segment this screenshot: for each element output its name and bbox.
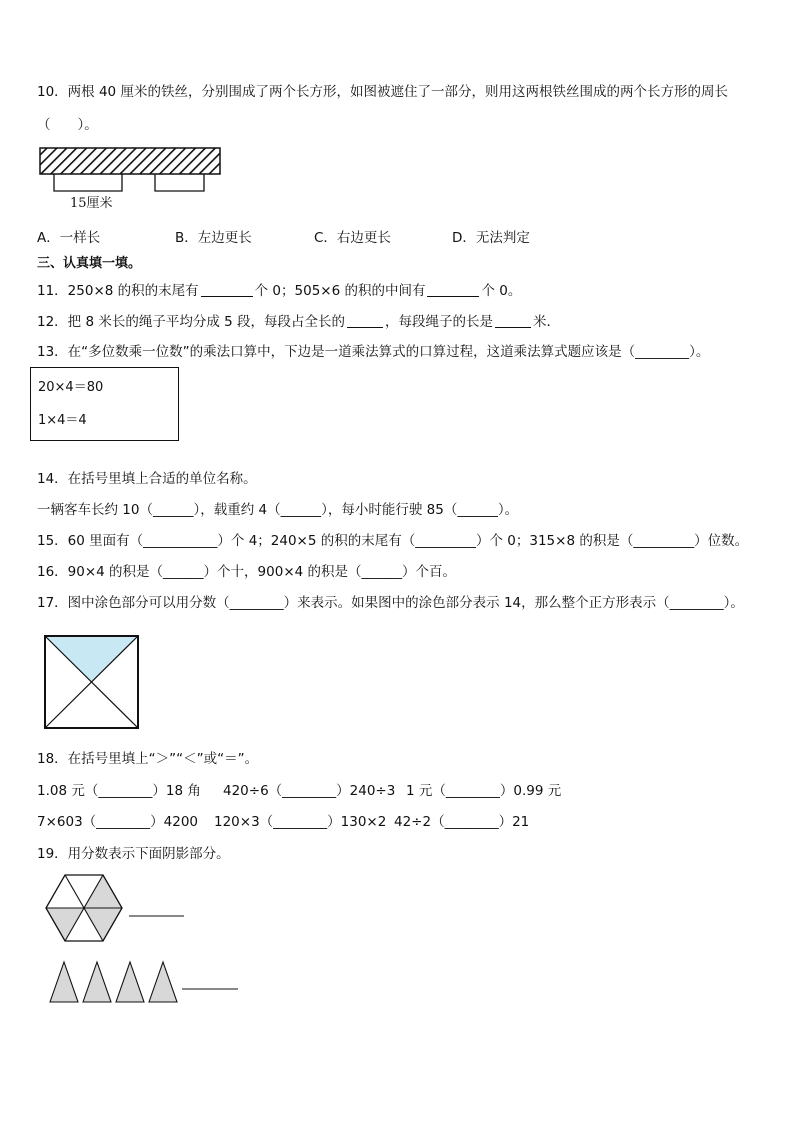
q18-r1-item-1: 1.08 元（________）18 角 (37, 783, 201, 799)
q12-blank-2[interactable] (495, 313, 531, 328)
q16-text: 16．90×4 的积是（______）个十，900×4 的积是（______）个百。 (37, 564, 457, 580)
q14-title: 14．在括号里填上合适的单位名称。 (37, 471, 257, 487)
q11-blank-1[interactable] (201, 282, 253, 297)
q12-part1: 12．把 8 米长的绳子平均分成 5 段，每段占全长的 (37, 314, 346, 330)
right-rectangle (155, 174, 204, 191)
section-title: 三、认真填一填。 (37, 256, 142, 271)
q12-part2: ，每段绳子的长是 (385, 314, 494, 330)
hex-shaded-1 (84, 875, 122, 908)
q18-row-1 (37, 782, 757, 800)
q18-r1-item-3: 1 元（________）0.99 元 (406, 783, 562, 799)
triangle-3 (116, 962, 144, 1002)
q10-options (37, 229, 737, 247)
shaded-triangle (45, 636, 138, 682)
q11-blank-2[interactable] (427, 282, 479, 297)
q17-text: 17．图中涂色部分可以用分数（________）来表示。如果图中的涂色部分表示 14，那么整个正方形表示（________）。 (37, 595, 744, 611)
q13-box (30, 367, 179, 441)
q12-line (37, 313, 560, 331)
q10-rectangle-figure (38, 146, 224, 212)
q12-part3: 米． (533, 314, 561, 330)
hex-shaded-3 (46, 908, 84, 941)
q19-triangles-figure (45, 958, 245, 1012)
q13-box-line-2: 1×4＝4 (38, 413, 87, 428)
option-b[interactable]: B．左边更长 (175, 230, 252, 246)
q13-text: 13．在“多位数乘一位数”的乘法口算中，下边是一道乘法算式的口算过程，这道乘法算式题应该是（________）。 (37, 344, 710, 360)
q18-title: 18．在括号里填上“＞”“＜”或“＝”。 (37, 751, 259, 767)
q11-line (37, 282, 521, 300)
q14-line: 一辆客车长约 10（______），载重约 4（______），每小时能行驶 85（______）。 (37, 502, 519, 518)
triangle-2 (83, 962, 111, 1002)
figure-label: 15厘米 (70, 196, 113, 211)
q18-row-2 (37, 813, 757, 831)
q18-r2-item-1: 7×603（________）4200 (37, 814, 199, 830)
q13-box-line-1: 20×4＝80 (38, 380, 104, 395)
q18-r2-item-2: 120×3（________）130×2 (214, 814, 387, 830)
cover-strip (40, 148, 220, 174)
hex-shaded-2 (84, 908, 122, 941)
q18-r1-item-2: 420÷6（________）240÷3 (223, 783, 396, 799)
q10-paren: （ ）。 (37, 117, 98, 133)
q19-title: 19．用分数表示下面阴影部分。 (37, 846, 230, 862)
q10-text: 10．两根 40 厘米的铁丝，分别围成了两个长方形，如图被遮住了一部分，则用这两根铁丝围成的两个长方形的周长 (37, 84, 728, 100)
q17-square-figure (42, 633, 142, 731)
q19-hexagon-figure (45, 872, 190, 944)
q12-blank-1[interactable] (347, 313, 383, 328)
q15-text: 15．60 里面有（___________）个 4；240×5 的积的末尾有（_________）个 0；315×8 的积是（_________）位数。 (37, 533, 749, 549)
q11-part1: 11．250×8 的积的末尾有 (37, 283, 199, 299)
triangle-1 (50, 962, 78, 1002)
left-rectangle (54, 174, 122, 191)
q18-r2-item-3: 42÷2（________）21 (394, 814, 530, 830)
q11-part3: 个 0。 (481, 283, 522, 299)
option-d[interactable]: D．无法判定 (452, 230, 530, 246)
q11-part2: 个 0；505×6 的积的中间有 (254, 283, 426, 299)
option-a[interactable]: A．一样长 (37, 230, 101, 246)
option-c[interactable]: C．右边更长 (314, 230, 391, 246)
triangle-4 (149, 962, 177, 1002)
